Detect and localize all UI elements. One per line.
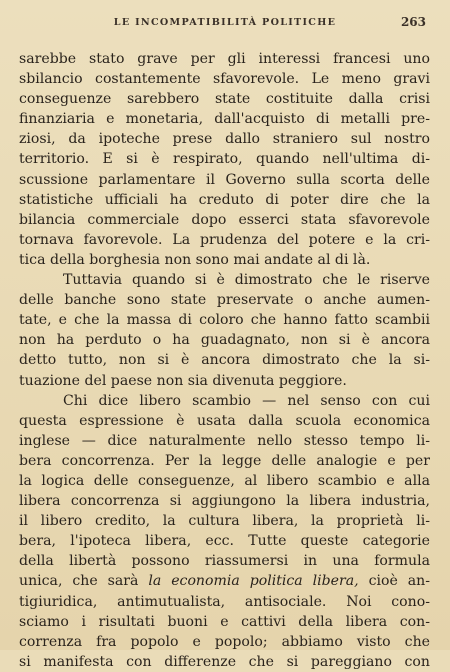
text-line: inglese — dice naturalmente nello stesso tempo li- [19, 432, 430, 449]
text-line: libera concorrenza si aggiungono la libera industria, [19, 493, 430, 510]
text-line: bera, l'ipoteca libera, ecc. Tutte queste categorie [19, 533, 430, 550]
text-line: detto tutto, non si è ancora dimostrato che la si- [19, 352, 430, 369]
text-line: statistiche ufficiali ha creduto di poter dire che la [19, 191, 430, 208]
text-line: non ha perduto o ha guadagnato, non si è ancora [19, 332, 430, 349]
text-line: bilancia commerciale dopo esserci stata sfavorevole [19, 211, 430, 228]
text-line: sbilancio costantemente sfavorevole. Le meno gravi [19, 71, 430, 88]
text-line: tica della borghesia non sono mai andate al di là. [19, 251, 371, 268]
text-line: sciamo i risultati buoni e cattivi della libera con- [19, 613, 430, 630]
page-header [0, 14, 450, 34]
text-segment: cioè an- [358, 573, 430, 590]
text-line: la logica delle conseguenze, al libero scambio e alla [19, 472, 430, 489]
text-line: correnza fra popolo e popolo; abbiamo visto che [19, 633, 430, 650]
text-segment: unica, che sarà [19, 573, 149, 590]
text-line: conseguenze sarebbero state costituite dalla crisi [19, 91, 430, 108]
text-line [19, 571, 430, 591]
text-line: questa espressione è usata dalla scuola economica [19, 412, 430, 429]
text-line: bera concorrenza. Per la legge delle analogie e per [19, 452, 430, 469]
page-number: 263 [400, 15, 426, 29]
text-line: Chi dice libero scambio — nel senso con cui [63, 392, 430, 409]
text-line: delle banche sono state preservate o anche aumen- [19, 292, 430, 309]
text-line: tornava favorevole. La prudenza del potere e la cri- [19, 231, 430, 248]
text-line: scussione parlamentare il Governo sulla scorta delle [19, 171, 430, 188]
text-line: territorio. E si è respirato, quando nell'ultima di- [19, 151, 430, 168]
text-line: ziosi, da ipoteche prese dallo straniero sul nostro [19, 131, 430, 148]
body-text [19, 49, 430, 672]
italic-phrase: la economia politica libera, [148, 573, 359, 590]
text-line: Tuttavia quando si è dimostrato che le riserve [63, 272, 430, 289]
text-line: tate, e che la massa di coloro che hanno fatto scambii [19, 312, 430, 329]
running-title: LE INCOMPATIBILITÀ POLITICHE [113, 17, 337, 28]
text-line: tuazione del paese non sia divenuta peggiore. [19, 372, 347, 389]
text-line: si manifesta con differenze che si pareggiano con [19, 653, 430, 670]
text-line: sarebbe stato grave per gli interessi francesi uno [19, 51, 430, 67]
text-line: della libertà possono riassumersi in una formula [19, 553, 430, 570]
text-line: finanziaria e monetaria, dall'acquisto di metalli pre- [19, 111, 430, 128]
text-line: il libero credito, la cultura libera, la proprietà li- [19, 513, 430, 530]
text-line: tigiuridica, antimutualista, antisociale. Noi cono- [19, 593, 430, 610]
